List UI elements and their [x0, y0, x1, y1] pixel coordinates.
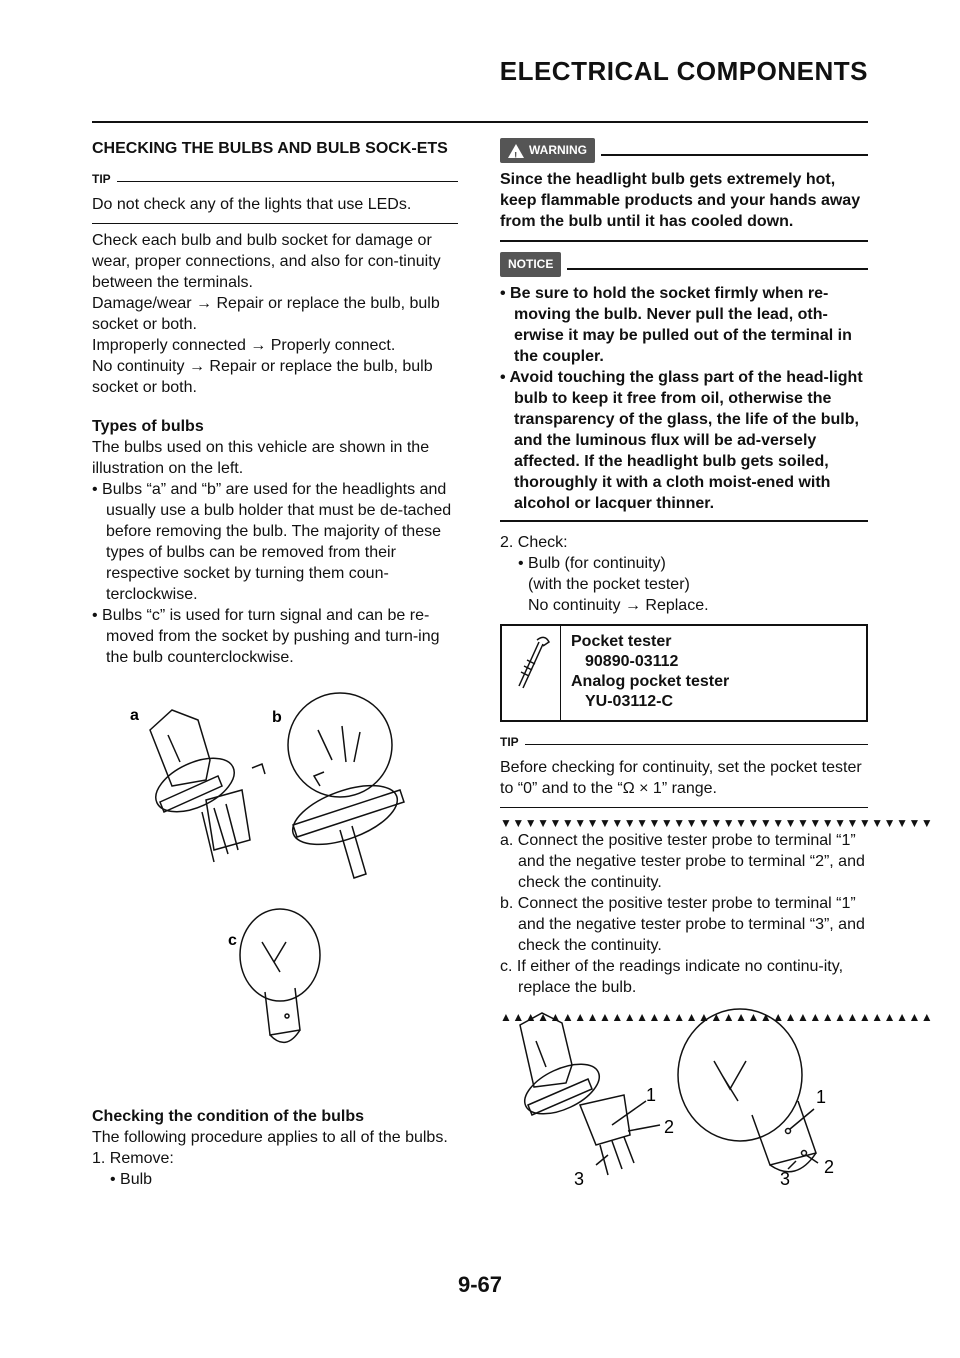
tip-text-right: Before checking for continuity, set the pocket tester to “0” and to the “Ω × 1” range. — [500, 757, 868, 808]
bulb-a-glass — [150, 710, 210, 786]
fig-label-a: a — [130, 707, 139, 724]
bulb-types-figure — [110, 690, 450, 1090]
procedure-end-marks: ▲▲▲▲▲▲▲▲▲▲▲▲▲▲▲▲▲▲▲▲▲▲▲▲▲▲▲▲▲▲▲▲▲▲▲ — [500, 1010, 934, 1024]
left-column-bottom — [92, 1106, 458, 1190]
step-1-item: • Bulb — [110, 1171, 153, 1188]
fig-label-right-1: 1 — [816, 1087, 827, 1107]
notice-label: NOTICE — [508, 257, 554, 271]
tool-name-1: Pocket tester — [571, 633, 672, 650]
right-column — [500, 138, 934, 1024]
warning-label: WARNING — [529, 143, 587, 157]
wrench-icon — [502, 626, 561, 720]
connection-line: Improperly connected → Properly connect. — [92, 337, 396, 354]
step-2-item: • Bulb (for continuity) — [518, 555, 666, 572]
section-title: CHECKING THE BULBS AND BULB SOCK-ETS — [92, 140, 448, 157]
page-number: 9-67 — [457, 1272, 503, 1297]
terminal-figure — [500, 1005, 934, 1195]
notice-item-1: • Be sure to hold the socket firmly when re-moving the bulb. Never pull the lead, oth-erwise it may be pulled out of the terminal in the coupler. — [500, 285, 852, 365]
tool-info — [561, 626, 739, 720]
tool-name-2: Analog pocket tester — [571, 673, 730, 690]
step-a: a. Connect the positive tester probe to terminal “1” and the negative tester probe to terminal “2”, and check the continuity. — [500, 832, 865, 891]
procedure-start-marks: ▼▼▼▼▼▼▼▼▼▼▼▼▼▼▼▼▼▼▼▼▼▼▼▼▼▼▼▼▼▼▼▼▼▼▼ — [500, 816, 934, 830]
page-header-title: ELECTRICAL COMPONENTS — [499, 56, 868, 86]
intro-text: Check each bulb and bulb socket for damage or wear, proper connections, and also for con-tinuity between the terminals. — [92, 232, 441, 291]
notice-header — [500, 252, 868, 277]
types-title: Types of bulbs — [92, 418, 204, 435]
continuity-line: No continuity → Repair or replace the bulb, bulb socket or both. — [92, 358, 433, 396]
tip-text: Do not check any of the lights that use LEDs. — [92, 194, 458, 224]
warning-text: Since the headlight bulb gets extremely hot, keep flammable products and your hands away from the bulb until it has cooled down. — [500, 169, 868, 242]
step-2-sub1: (with the pocket tester) — [528, 576, 690, 593]
step-2-sub2: No continuity → Replace. — [528, 597, 709, 614]
step-b: b. Connect the positive tester probe to terminal “1” and the negative tester probe to terminal “3”, and check the continuity. — [500, 895, 865, 954]
bulb-types-illustration — [110, 690, 450, 1090]
bulb-b-flange — [285, 774, 405, 857]
step-2: 2. Check: — [500, 534, 568, 551]
notice-block — [500, 283, 868, 522]
fig-label-left-3: 3 — [574, 1169, 585, 1189]
notice-badge — [500, 252, 561, 277]
damage-line: Damage/wear → Repair or replace the bulb, bulb socket or both. — [92, 295, 440, 333]
terminal-illustration — [500, 1005, 934, 1195]
fig-label-left-2: 2 — [664, 1117, 675, 1137]
left-column — [92, 138, 458, 668]
special-tool-box — [500, 624, 868, 722]
condition-title: Checking the condition of the bulbs — [92, 1108, 364, 1125]
warning-icon: ! — [508, 144, 524, 158]
tip-header-right — [500, 732, 868, 753]
fig-label-right-3: 3 — [780, 1169, 791, 1189]
fig-label-b: b — [272, 709, 282, 726]
bulb-c-glass — [240, 909, 320, 1001]
fig-label-left-1: 1 — [646, 1085, 657, 1105]
fig-label-c: c — [228, 932, 237, 949]
bullet-turn-signal: • Bulbs “c” is used for turn signal and can be re-moved from the socket by pushing and turn-ing the bulb counterclockwise. — [92, 607, 440, 666]
step-1: 1. Remove: — [92, 1150, 174, 1167]
condition-text: The following procedure applies to all of the bulbs. — [92, 1129, 448, 1146]
warning-header — [500, 138, 868, 163]
tool-number-2: YU-03112-C — [585, 693, 674, 710]
tip-header — [92, 169, 458, 190]
tip-label: TIP — [92, 172, 111, 186]
tool-number-1: 90890-03112 — [585, 653, 679, 670]
warning-badge — [500, 138, 595, 163]
tip-label-right: TIP — [500, 735, 519, 749]
fig-label-right-2: 2 — [824, 1157, 835, 1177]
header-rule — [92, 121, 868, 123]
bullet-headlight: • Bulbs “a” and “b” are used for the headlights and usually use a bulb holder that must be de-tached before removing the bulb. The majority of these types of bulbs can be removed from their respective socket by turning them coun-terclockwise. — [92, 481, 452, 603]
bulb-b-glass — [288, 693, 392, 797]
step-c: c. If either of the readings indicate no continu-ity, replace the bulb. — [500, 958, 844, 996]
notice-item-2: • Avoid touching the glass part of the head-light bulb to keep it free from oil, otherwise the transparency of the glass, the life of the bulb, and the luminous flux will be ad-versely affected. If the headlight bulb gets soiled, thoroughly it with a cloth moist-ened with alcohol or lacquer thinner. — [500, 369, 863, 512]
types-intro: The bulbs used on this vehicle are shown in the illustration on the left. — [92, 439, 430, 477]
